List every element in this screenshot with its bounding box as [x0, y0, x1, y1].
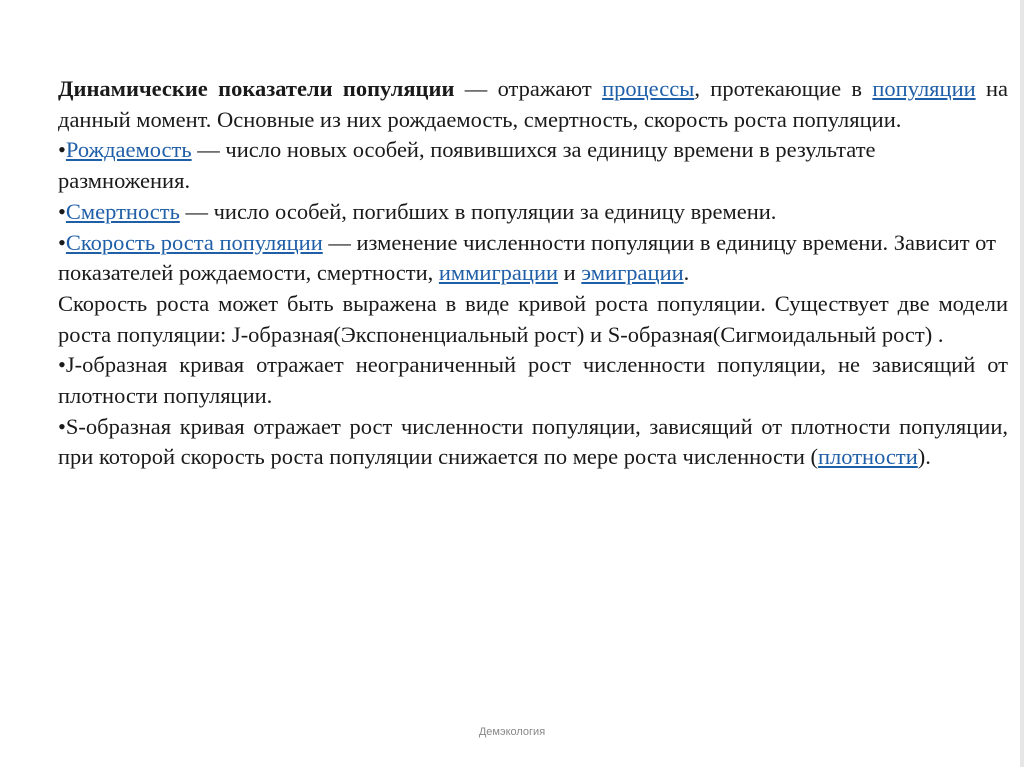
term-dynamic-indicators: Динамические показатели популяции [58, 76, 455, 101]
paragraph-birth-rate [58, 135, 1008, 196]
bullet: • [58, 198, 66, 224]
growth-text-3: . [683, 260, 690, 286]
birth-rate-text: — число новых особей, появившихся за единицу времени в результате размножения. [58, 137, 876, 194]
link-mortality[interactable]: Смертность [65, 198, 180, 224]
link-immigration[interactable]: иммиграции [438, 260, 559, 286]
intro-text-2: , протекающие в [694, 76, 873, 101]
bullet: • [58, 137, 66, 163]
intro-text-3: на данный момент. Основные из них рождаемость, смертность, скорость роста популяции. [58, 76, 1009, 132]
paragraph-mortality [58, 197, 1008, 228]
bullet: • [58, 229, 66, 255]
paragraph-s-curve [58, 412, 1008, 473]
link-emigration[interactable]: эмиграции [581, 260, 684, 286]
link-growth-rate[interactable]: Скорость роста популяции [65, 229, 323, 255]
paragraph-growth-models: Скорость роста может быть выражена в виде кривой роста популяции. Существует две модели роста популяции: J-образная(Экспоненциальный рост) и S-образная(Сигмоидальный рост) . [58, 290, 1008, 347]
slide-body [58, 74, 1008, 473]
growth-text-1: — изменение численности популяции в единицу времени. Зависит от показателей рождаемости, смертности, [58, 229, 996, 286]
slide-edge-line [1020, 0, 1024, 767]
link-processes[interactable]: процессы [602, 76, 695, 101]
slide-footer: Демэкология [478, 726, 546, 738]
paragraph-growth-rate [58, 228, 1008, 289]
link-density[interactable]: плотности [817, 444, 918, 470]
intro-text-1: — отражают [454, 76, 603, 101]
paragraph-intro [58, 74, 1008, 135]
mortality-text: — число особей, погибших в популяции за единицу времени. [179, 198, 777, 224]
s-curve-text: •S-образная кривая отражает рост численности популяции, зависящий от плотности популяции, при которой скорость роста популяции снижается по мере роста численности ( [58, 413, 1008, 470]
link-population[interactable]: популяции [872, 76, 976, 101]
paragraph-j-curve: •J-образная кривая отражает неограниченный рост численности популяции, не зависящий от плотности популяции. [58, 352, 1008, 409]
link-birth-rate[interactable]: Рождаемость [65, 137, 192, 163]
growth-text-2: и [558, 260, 582, 286]
s-curve-end: ). [917, 444, 931, 470]
